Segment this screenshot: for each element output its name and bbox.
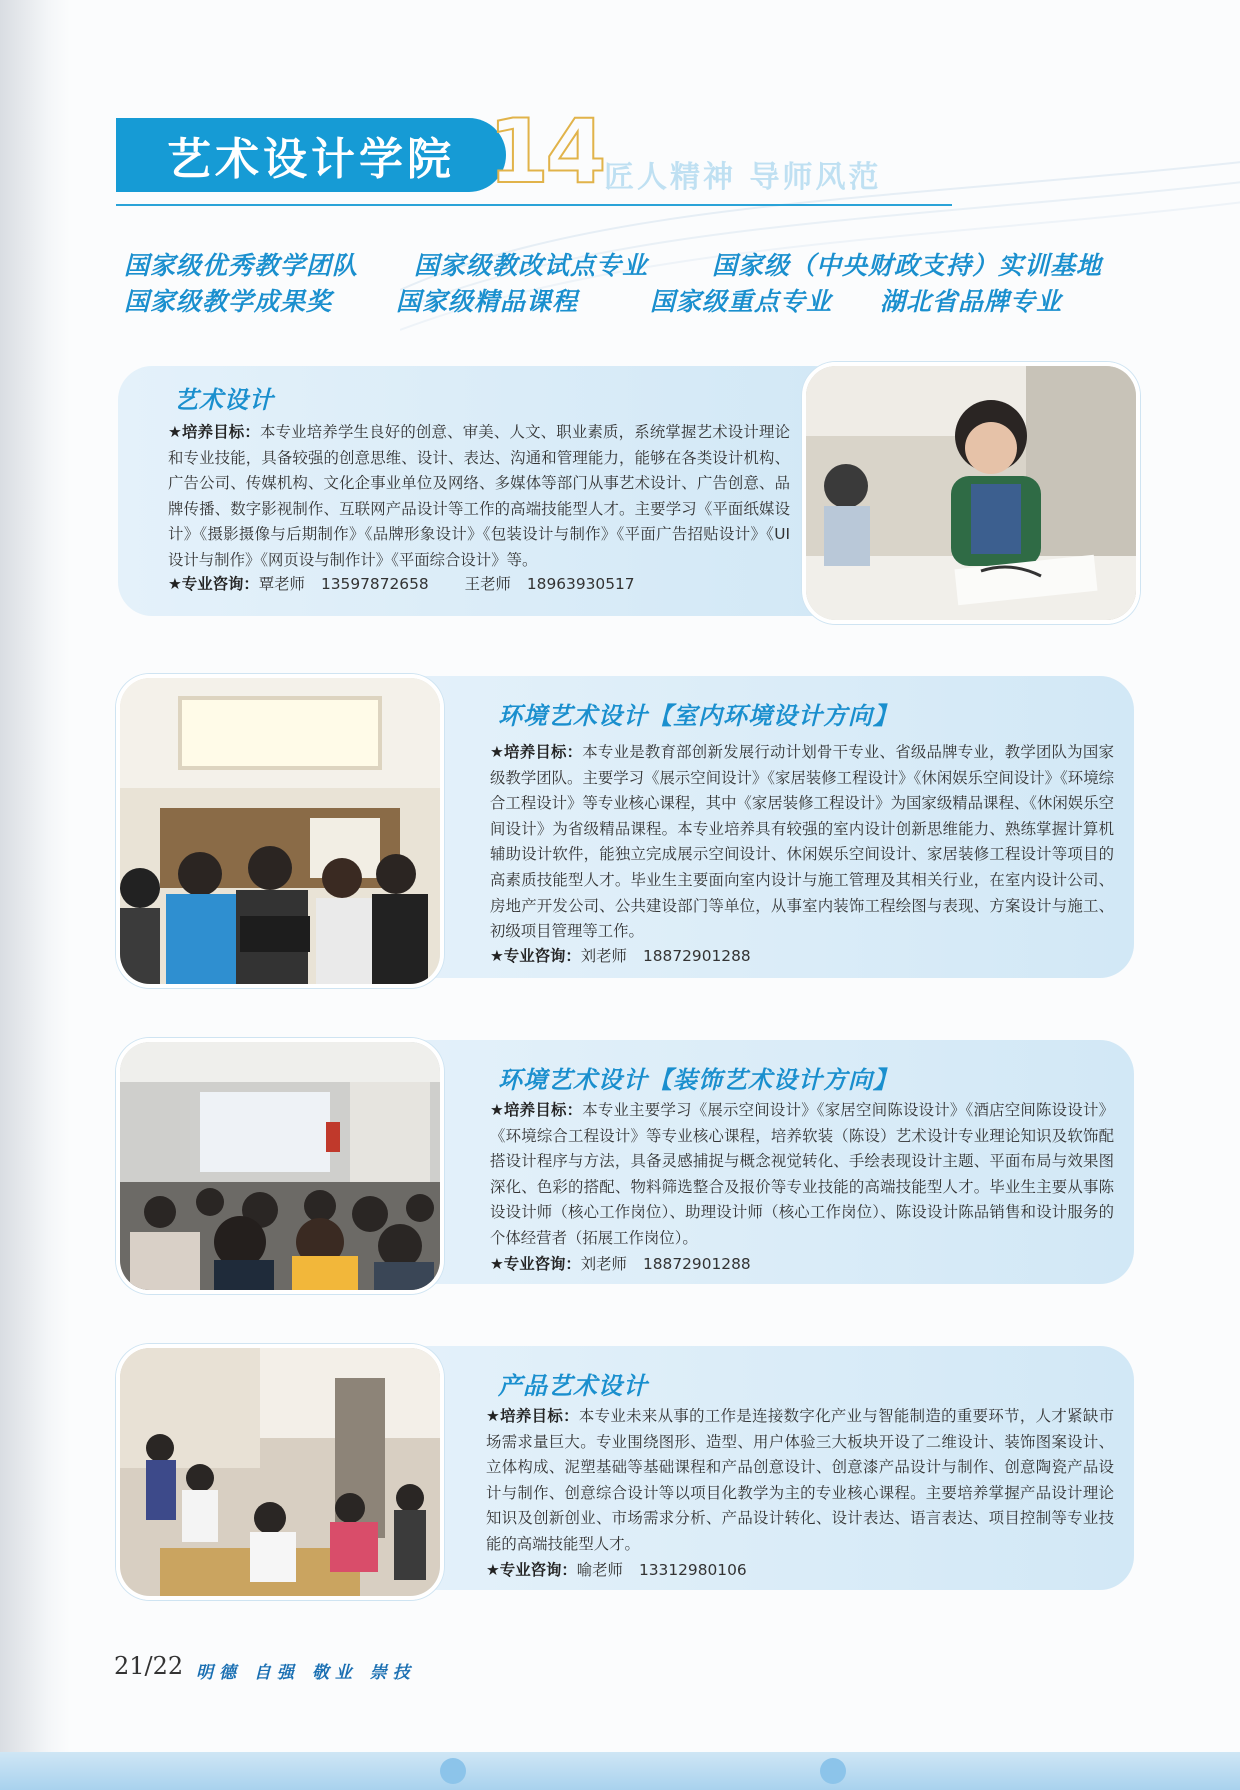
college-title: 艺术设计学院 bbox=[167, 134, 455, 185]
page-gutter-shadow bbox=[0, 0, 70, 1790]
program-contact bbox=[490, 1252, 751, 1274]
goal-text: 本专业主要学习《展示空间设计》《家居空间陈设设计》《酒店空间陈设设计》《环境综合工程设计》等专业核心课程，培养软装（陈设）艺术设计专业理论知识及软饰配搭设计程序与方法，具备灵感捕捉与概念视觉转化、手绘表现设计主题、平面布局与效果图深化、色彩的搭配、物料筛选整合及报价等专业技能的高端技能型人才。毕业生主要从事陈设设计师（核心工作岗位）、助理设计师（核心工作岗位）、陈设设计陈品销售和设计服务的个体经营者（拓展工作岗位）。 bbox=[490, 1101, 1114, 1247]
program-title: 环境艺术设计【室内环境设计方向】 bbox=[498, 702, 898, 730]
contact-phone: 18872901288 bbox=[642, 947, 751, 965]
goal-label: ★培养目标： bbox=[490, 1101, 583, 1119]
program-title: 艺术设计 bbox=[174, 386, 274, 414]
honor-item: 国家级教改试点专业 bbox=[414, 251, 649, 280]
honor-item: 湖北省品牌专业 bbox=[880, 287, 1063, 316]
contact-label: ★专业咨询： bbox=[490, 1255, 581, 1273]
program-photo bbox=[802, 362, 1140, 624]
program-goal bbox=[168, 420, 790, 574]
program-photo bbox=[116, 674, 444, 988]
page-number: 21/22 bbox=[114, 1652, 184, 1680]
decorative-dot bbox=[820, 1758, 846, 1784]
goal-label: ★培养目标： bbox=[490, 743, 583, 761]
program-contact bbox=[486, 1558, 747, 1580]
program-goal bbox=[490, 740, 1114, 945]
header-divider bbox=[116, 204, 952, 206]
contact-label: ★专业咨询： bbox=[168, 575, 259, 593]
goal-label: ★培养目标： bbox=[168, 423, 260, 441]
contact-phone: 13597872658 bbox=[320, 575, 429, 593]
contact-label: ★专业咨询： bbox=[490, 947, 581, 965]
contact-phone: 13312980106 bbox=[638, 1561, 747, 1579]
contact-label: ★专业咨询： bbox=[486, 1561, 577, 1579]
program-photo bbox=[116, 1038, 444, 1294]
contact-phone: 18963930517 bbox=[526, 575, 635, 593]
contact-name: 喻老师 bbox=[576, 1561, 623, 1579]
honor-item: 国家级重点专业 bbox=[650, 287, 833, 316]
program-title: 产品艺术设计 bbox=[498, 1372, 648, 1400]
school-motto: 明德 自强 敬业 崇技 bbox=[196, 1663, 416, 1683]
program-goal bbox=[486, 1404, 1114, 1558]
college-number: 14 bbox=[488, 100, 603, 203]
honor-item: 国家级精品课程 bbox=[396, 287, 579, 316]
goal-text: 本专业培养学生良好的创意、审美、人文、职业素质，系统掌握艺术设计理论和专业技能，具备较强的创意思维、设计、表达、沟通和管理能力，能够在各类设计机构、广告公司、传媒机构、文化企事业单位及网络、多媒体等部门从事艺术设计、广告创意、品牌传播、数字影视制作、互联网产品设计等工作的高端技能型人才。主要学习《平面纸媒设计》《摄影摄像与后期制作》《品牌形象设计》《包装设计与制作》《平面广告招贴设计》《UI设计与制作》《网页设与制作计》《平面综合设计》等。 bbox=[168, 423, 790, 569]
goal-label: ★培养目标： bbox=[486, 1407, 579, 1425]
honor-item: 国家级优秀教学团队 bbox=[124, 251, 359, 280]
contact-phone: 18872901288 bbox=[642, 1255, 751, 1273]
honor-item: 国家级教学成果奖 bbox=[124, 287, 333, 316]
contact-name: 覃老师 bbox=[258, 575, 305, 593]
program-title: 环境艺术设计【装饰艺术设计方向】 bbox=[498, 1066, 898, 1094]
contact-name: 刘老师 bbox=[580, 947, 627, 965]
goal-text: 本专业未来从事的工作是连接数字化产业与智能制造的重要环节，人才紧缺市场需求量巨大。专业围绕图形、造型、用户体验三大板块开设了二维设计、装饰图案设计、立体构成、泥塑基础等基础课程和产品创意设计、创意漆产品设计与制作、创意陶瓷产品设计与制作、创意综合设计等以项目化教学为主的专业核心课程。主要培养掌握产品设计理论知识及创新创业、市场需求分析、产品设计转化、设计表达、语言表达、项目控制等专业技能的高端技能型人才。 bbox=[486, 1407, 1114, 1553]
decorative-dot bbox=[440, 1758, 466, 1784]
college-title-banner bbox=[116, 118, 506, 192]
bottom-decorative-band bbox=[0, 1752, 1240, 1790]
college-slogan: 匠人精神 导师风范 bbox=[604, 160, 882, 195]
honor-item: 国家级（中央财政支持）实训基地 bbox=[712, 251, 1103, 280]
program-photo bbox=[116, 1344, 444, 1600]
contact-name: 刘老师 bbox=[580, 1255, 627, 1273]
program-contact bbox=[168, 572, 635, 594]
program-goal bbox=[490, 1098, 1114, 1252]
contact-name: 王老师 bbox=[464, 575, 511, 593]
goal-text: 本专业是教育部创新发展行动计划骨干专业、省级品牌专业，教学团队为国家级教学团队。主要学习《展示空间设计》《家居装修工程设计》《休闲娱乐空间设计》《环境综合工程设计》等专业核心课程，其中《家居装修工程设计》为国家级精品课程、《休闲娱乐空间设计》为省级精品课程。本专业培养具有较强的室内设计创新思维能力、熟练掌握计算机辅助设计软件，能独立完成展示空间设计、休闲娱乐空间设计、家居装修工程设计等项目的高素质技能型人才。毕业生主要面向室内设计与施工管理及其相关行业，在室内设计公司、房地产开发公司、公共建设部门等单位，从事室内装饰工程绘图与表现、方案设计与施工、初级项目管理等工作。 bbox=[490, 743, 1114, 941]
program-contact bbox=[490, 944, 751, 966]
